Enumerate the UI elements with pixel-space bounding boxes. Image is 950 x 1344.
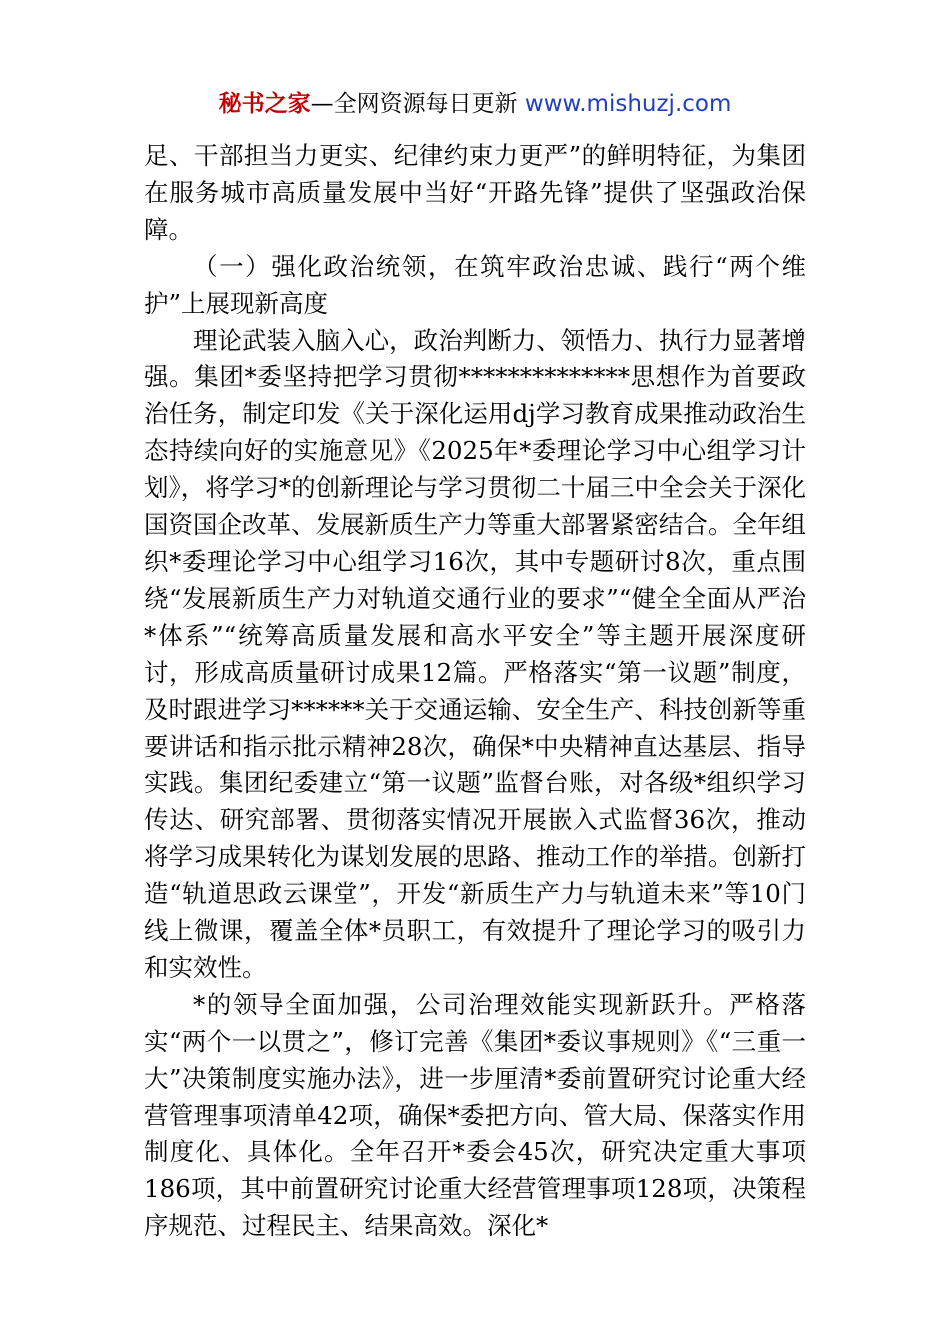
paragraph-continuation: 足、干部担当力更实、纪律约束力更严”的鲜明特征，为集团在服务城市高质量发展中当好“开路先锋”提供了坚强政治保障。 xyxy=(144,141,806,244)
site-header xyxy=(0,88,950,120)
paragraph-theory-study: 理论武装入脑入心，政治判断力、领悟力、执行力显著增强。集团*委坚持把学习贯彻**************思想作为首要政治任务，制定印发《关于深化运用dj学习教育成果推动政治生态持续向好的实施意见》《2025年*委理论学习中心组学习计划》，将学习*的创新理论与学习贯彻二十届三中全会关于深化国资国企改革、发展新质生产力等重大部署紧密结合。全年组织*委理论学习中心组学习16次，其中专题研讨8次，重点围绕“发展新质生产力对轨道交通行业的要求”“健全全面从严治*体系”“统筹高质量发展和高水平安全”等主题开展深度研讨，形成高质量研讨成果12篇。严格落实“第一议题”制度，及时跟进学习******关于交通运输、安全生产、科技创新等重要讲话和指示批示精神28次，确保*中央精神直达基层、指导实践。集团纪委建立“第一议题”监督台账，对各级*组织学习传达、研究部署、贯彻落实情况开展嵌入式监督36次，推动将学习成果转化为谋划发展的思路、推动工作的举措。创新打造“轨道思政云课堂”，开发“新质生产力与轨道未来”等10门线上微课，覆盖全体*员职工，有效提升了理论学习的吸引力和实效性。 xyxy=(144,325,806,982)
section-heading: （一）强化政治统领，在筑牢政治忠诚、践行“两个维护”上展现新高度 xyxy=(144,251,806,318)
paragraph-party-leadership: *的领导全面加强，公司治理效能实现新跃升。严格落实“两个一以贯之”，修订完善《集团*委议事规则》《“三重一大”决策制度实施办法》，进一步厘清*委前置研究讨论重大经营管理事项清单42项，确保*委把方向、管大局、保落实作用制度化、具体化。全年召开*委会45次，研究决定重大事项186项，其中前置研究讨论重大经营管理事项128项，决策程序规范、过程民主、结果高效。深化* xyxy=(144,989,806,1241)
site-url-link[interactable]: www.mishuzj.com xyxy=(524,91,732,117)
brand-name: 秘书之家 xyxy=(218,91,311,117)
header-slogan: —全网资源每日更新 xyxy=(310,91,518,117)
document-body xyxy=(144,138,806,1245)
